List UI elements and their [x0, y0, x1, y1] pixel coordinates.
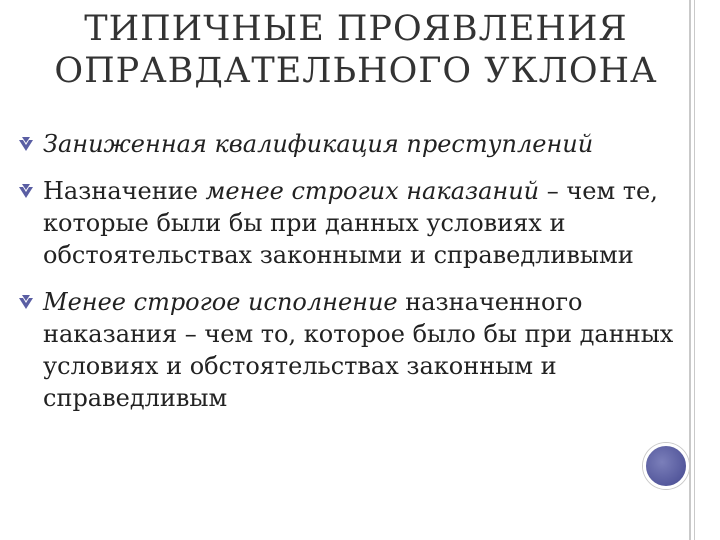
bullet-3-rest: назначенного наказания – чем то, которое было бы при данных условиях и обстоятельствах законным и справедливым: [43, 288, 674, 412]
bullet-list: [18, 128, 683, 429]
bullet-2-rest: – чем те, которые были бы при данных условиях и обстоятельствах законными и справедливыми: [43, 177, 658, 269]
bullet-item-2: [18, 175, 683, 271]
bullet-2-lead: Назначение: [43, 177, 206, 205]
title-line-2: ОПРАВДАТЕЛЬНОГО УКЛОНА: [54, 51, 658, 91]
vertical-rule-thin: [694, 0, 695, 540]
bullet-3-italic: Менее строгое исполнение: [43, 288, 398, 316]
diamond-arrow-bullet-icon: [18, 294, 34, 310]
bullet-item-1: [18, 128, 683, 160]
decorative-circle-icon: [643, 443, 689, 489]
title-line-1: ТИПИЧНЫЕ ПРОЯВЛЕНИЯ: [84, 9, 628, 49]
vertical-rule: [689, 0, 691, 540]
diamond-arrow-bullet-icon: [18, 136, 34, 152]
bullet-2-italic: менее строгих наказаний: [205, 177, 540, 205]
slide-title: [30, 8, 682, 92]
diamond-arrow-bullet-icon: [18, 183, 34, 199]
bullet-1-italic: Заниженная квалификация преступлений: [43, 130, 594, 158]
bullet-item-3: [18, 286, 683, 414]
